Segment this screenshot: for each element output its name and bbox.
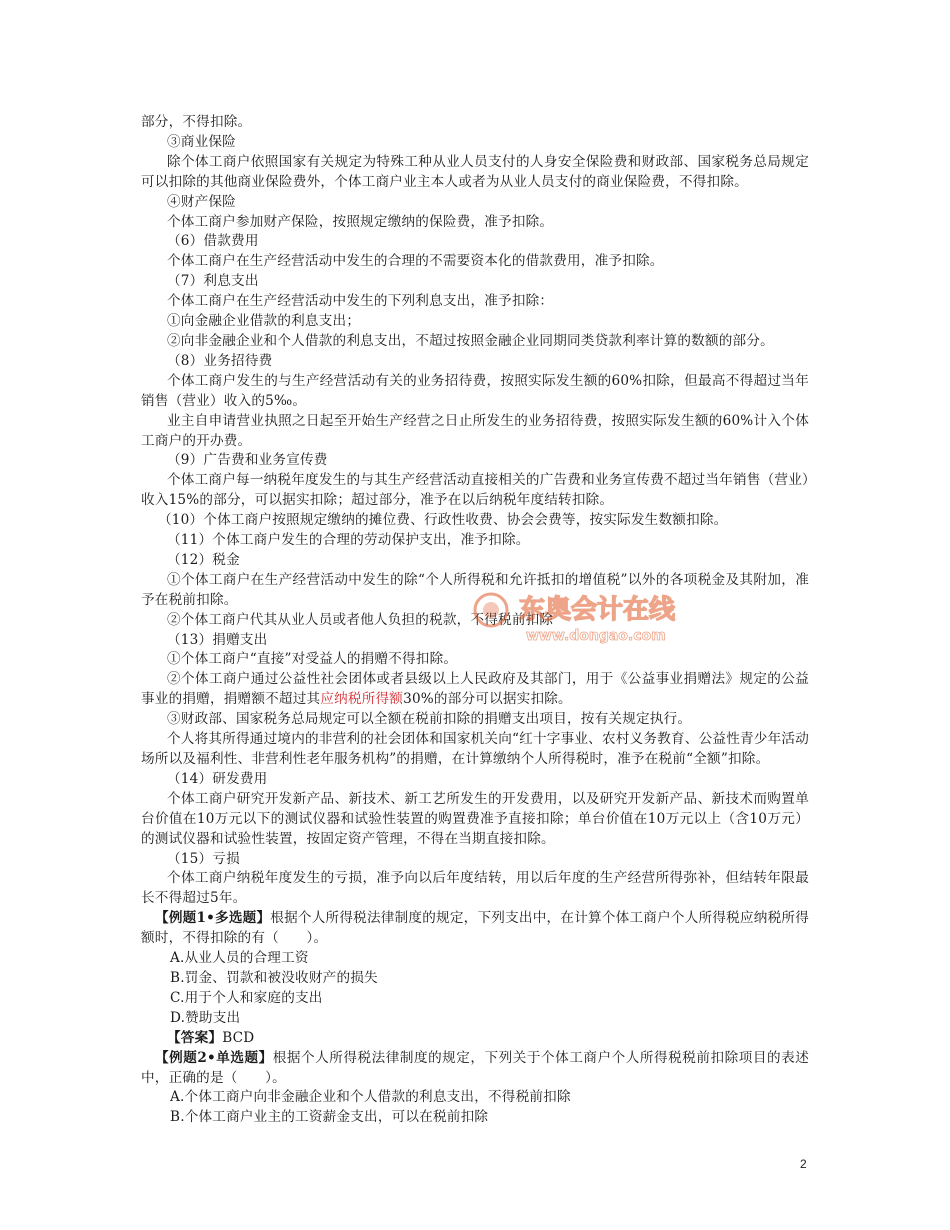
paragraph: （8）业务招待费 xyxy=(167,352,273,369)
paragraph: ②个体工商户代其从业人员或者他人负担的税款，不得税前扣除 xyxy=(167,611,554,628)
paragraph: ①个体工商户在生产经营活动中发生的除“个人所得税和允许抵扣的增值税”以外的各项税金及其附加，准予在税前扣除。 xyxy=(141,571,809,608)
paragraph: ②向非金融企业和个人借款的利息支出，不超过按照金融企业同期同类贷款利率计算的数额的部分。 xyxy=(167,332,774,349)
example1-question-text: 根据个人所得税法律制度的规定，下列支出中，在计算个体工商户个人所得税应纳税所得额时，不得扣除的有（ ）。 xyxy=(141,910,810,947)
paragraph: （13）捐赠支出 xyxy=(167,631,268,648)
donation-item-2 xyxy=(141,670,809,710)
paragraph: （9）广告费和业务宣传费 xyxy=(167,452,328,469)
example1-answer-value: BCD xyxy=(222,1029,255,1046)
paragraph: （10）个体工商户按照规定缴纳的摊位费、行政性收费、协会会费等，按实际发生数额扣除。 xyxy=(158,512,728,529)
paragraph: 个体工商户每一纳税年度发生的与其生产经营活动直接相关的广告费和业务宣传费不超过当年销售（营业）收入15%的部分，可以据实扣除；超过部分，准予在以后纳税年度结转扣除。 xyxy=(141,472,809,509)
paragraph: （15）亏损 xyxy=(167,850,240,867)
paragraph: 个体工商户发生的与生产经营活动有关的业务招待费，按照实际发生额的60%扣除，但最高不得超过当年销售（营业）收入的5‰。 xyxy=(141,372,809,409)
paragraph: （7）利息支出 xyxy=(167,273,259,290)
donation-item-2-before: ②个体工商户通过公益性社会团体或者县级以上人民政府及其部门，用于《公益事业捐赠法》规定的公益事业的捐赠，捐赠额不超过其 xyxy=(141,671,809,708)
donation-item-2-after: 30%的部分可以据实扣除。 xyxy=(403,691,572,708)
paragraph: 个体工商户研究开发新产品、新技术、新工艺所发生的开发费用，以及研究开发新产品、新技术而购置单台价值在10万元以下的测试仪器和试验性装置的购置费准予直接扣除；单台价值在10万元以上（含10万元）的测试仪器和试验性装置，按固定资产管理，不得在当期直接扣除。 xyxy=(141,790,809,847)
example2-option: B.个体工商户业主的工资薪金支出，可以在税前扣除 xyxy=(170,1109,489,1126)
paragraph: （12）税金 xyxy=(167,551,240,568)
paragraph: （6）借款费用 xyxy=(167,233,259,250)
svg-text:www.dongao.com: www.dongao.com xyxy=(526,628,666,644)
example1-option: B.罚金、罚款和被没收财产的损失 xyxy=(170,969,378,986)
main-paragraphs xyxy=(141,113,809,1128)
example1-answer xyxy=(141,1029,809,1049)
example2-question xyxy=(141,1049,809,1089)
paragraph: 业主自申请营业执照之日起至开始生产经营之日止所发生的业务招待费，按照实际发生额的60%计入个体工商户的开办费。 xyxy=(141,412,809,449)
paragraph: 个体工商户在生产经营活动中发生的下列利息支出，准予扣除： xyxy=(167,293,554,310)
example2-option: A.个体工商户向非金融企业和个人借款的利息支出，不得税前扣除 xyxy=(170,1089,571,1106)
example1-tag: 【例题1•多选题】 xyxy=(155,910,271,927)
paragraph: 个人将其所得通过境内的非营利的社会团体和国家机关向“红十字事业、农村义务教育、公益性青少年活动场所以及福利性、非营利性老年服务机构”的捐赠，在计算缴纳个人所得税时，准予在税前“全额”扣除。 xyxy=(141,731,809,767)
svg-text:东奥会计在线: 东奥会计在线 xyxy=(519,595,676,625)
example1-option: C.用于个人和家庭的支出 xyxy=(170,989,323,1006)
paragraph: 除个体工商户依照国家有关规定为特殊工种从业人员支付的人身安全保险费和财政部、国家税务总局规定可以扣除的其他商业保险费外，个体工商户业主本人或者为从业人员支付的商业保险费，不得扣除。 xyxy=(141,153,809,190)
paragraph: ③商业保险 xyxy=(167,133,236,150)
paragraph: ①个体工商户“直接”对受益人的捐赠不得扣除。 xyxy=(167,651,458,668)
paragraph: 个体工商户纳税年度发生的亏损，准予向以后年度结转，用以后年度的生产经营所得弥补，但结转年限最长不得超过5年。 xyxy=(141,870,809,907)
paragraph: 个体工商户在生产经营活动中发生的合理的不需要资本化的借款费用，准予扣除。 xyxy=(167,253,664,270)
paragraph: （11）个体工商户发生的合理的劳动保护支出，准予扣除。 xyxy=(167,532,530,549)
example2-question-text: 根据个人所得税法律制度的规定，下列关于个体工商户个人所得税税前扣除项目的表述中，正确的是（ ）。 xyxy=(141,1049,809,1086)
paragraph: ④财产保险 xyxy=(167,193,236,210)
example1-option: D.赞助支出 xyxy=(170,1009,241,1026)
paragraph: ①向金融企业借款的利息支出； xyxy=(167,313,361,330)
page-number: 2 xyxy=(800,1157,807,1171)
example2-tag: 【例题2•单选题】 xyxy=(155,1049,273,1066)
paragraph: （14）研发费用 xyxy=(167,770,268,787)
example1-answer-tag: 【答案】 xyxy=(167,1029,223,1046)
example1-option: A.从业人员的合理工资 xyxy=(170,950,309,967)
document-body xyxy=(141,113,809,1128)
donation-item-2-highlight: 应纳税所得额 xyxy=(320,691,404,708)
paragraph: 部分，不得扣除。 xyxy=(141,114,252,130)
paragraph: ③财政部、国家税务总局规定可以全额在税前扣除的捐赠支出项目，按有关规定执行。 xyxy=(167,711,692,728)
paragraph: 个体工商户参加财产保险，按照规定缴纳的保险费，准予扣除。 xyxy=(167,213,554,230)
example1-question xyxy=(141,909,809,949)
